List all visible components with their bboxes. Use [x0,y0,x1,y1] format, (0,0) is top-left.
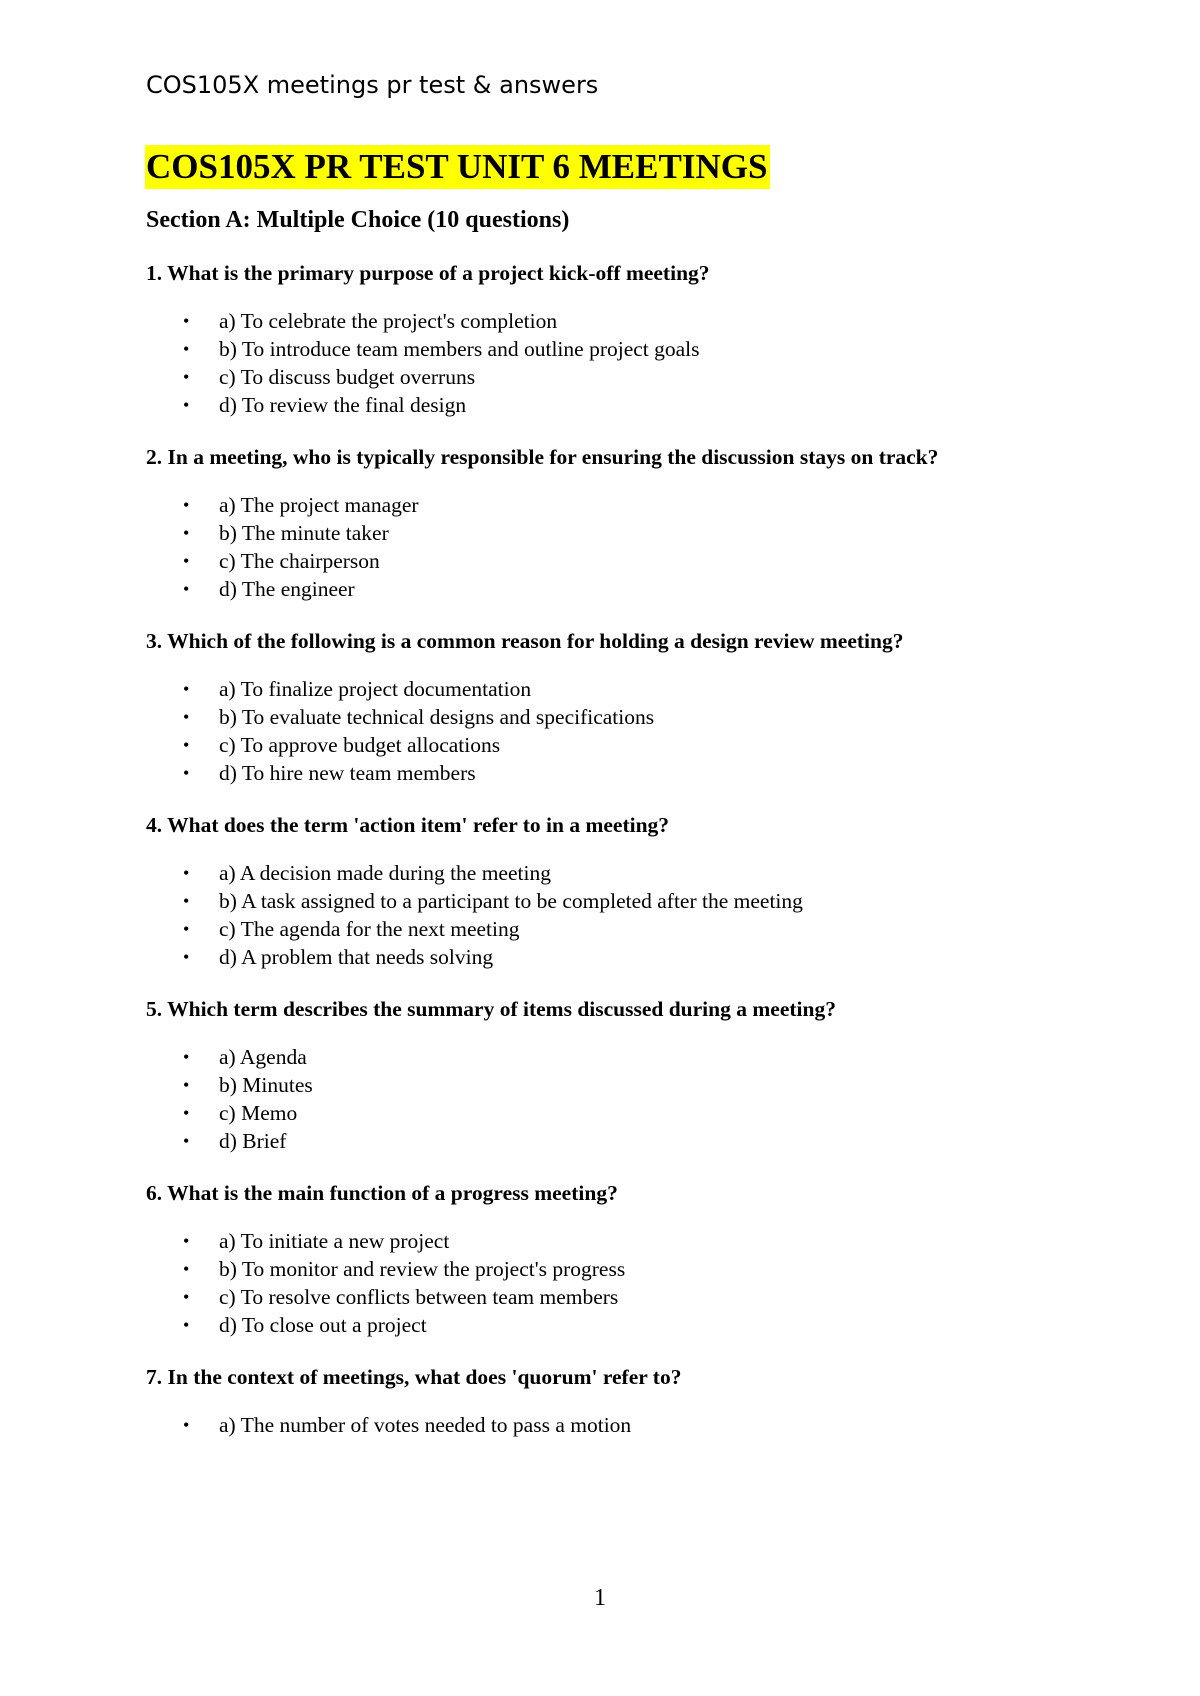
question-block [146,1179,1106,1339]
bullet-icon: • [183,947,190,967]
question-block [146,995,1106,1155]
bullet-icon: • [183,1047,190,1067]
question-text: 4. What does the term 'action item' refer to in a meeting? [146,813,670,837]
answer-option-text: b) To evaluate technical designs and specifications [219,705,655,729]
answer-option [146,943,1106,971]
answer-option-text: a) A decision made during the meeting [219,861,551,885]
answer-option [146,1411,1106,1439]
bullet-icon: • [183,311,190,331]
answer-option-text: d) Brief [219,1129,287,1153]
question-text: 5. Which term describes the summary of items discussed during a meeting? [146,997,836,1021]
question-text: 7. In the context of meetings, what does 'quorum' refer to? [146,1365,682,1389]
answer-option [146,703,1106,731]
answer-option-text: a) To finalize project documentation [219,677,532,701]
question-block [146,443,1106,603]
answer-option-text: c) The agenda for the next meeting [219,917,520,941]
bullet-icon: • [183,1131,190,1151]
answer-option [146,1099,1106,1127]
running-header: COS105X meetings pr test & answers [146,71,599,99]
answer-option-text: c) To discuss budget overruns [219,365,476,389]
page-number: 1 [594,1585,606,1611]
answer-option [146,335,1106,363]
answer-options [146,1043,1106,1155]
answer-option-text: b) The minute taker [219,521,389,545]
answer-option-text: b) To monitor and review the project's progress [219,1257,626,1281]
answer-option-text: d) To hire new team members [219,761,476,785]
answer-option [146,575,1106,603]
answer-option-text: c) Memo [219,1101,298,1125]
bullet-icon: • [183,367,190,387]
bullet-icon: • [183,679,190,699]
answer-option [146,887,1106,915]
question-text: 3. Which of the following is a common reason for holding a design review meeting? [146,629,904,653]
bullet-icon: • [183,891,190,911]
answer-option [146,1227,1106,1255]
answer-option-text: a) To celebrate the project's completion [219,309,558,333]
answer-option [146,1043,1106,1071]
question-text: 2. In a meeting, who is typically responsible for ensuring the discussion stays on track? [146,445,939,469]
answer-option-text: c) To resolve conflicts between team members [219,1285,619,1309]
answer-option-text: d) The engineer [219,577,355,601]
answer-option [146,547,1106,575]
bullet-icon: • [183,763,190,783]
bullet-icon: • [183,495,190,515]
answer-option [146,1283,1106,1311]
bullet-icon: • [183,1075,190,1095]
answer-option [146,859,1106,887]
bullet-icon: • [183,523,190,543]
answer-option [146,307,1106,335]
bullet-icon: • [183,1287,190,1307]
answer-option-text: d) To close out a project [219,1313,427,1337]
document-title: COS105X PR TEST UNIT 6 MEETINGS [145,145,770,189]
answer-option [146,1311,1106,1339]
answer-option-text: c) The chairperson [219,549,380,573]
answer-option-text: a) The project manager [219,493,419,517]
answer-options [146,859,1106,971]
answer-option-text: d) A problem that needs solving [219,945,494,969]
answer-option [146,391,1106,419]
answer-options [146,307,1106,419]
answer-option [146,491,1106,519]
bullet-icon: • [183,1231,190,1251]
answer-option-text: a) Agenda [219,1045,307,1069]
bullet-icon: • [183,579,190,599]
answer-option [146,1071,1106,1099]
answer-option-text: b) A task assigned to a participant to be completed after the meeting [219,889,803,913]
bullet-icon: • [183,707,190,727]
bullet-icon: • [183,863,190,883]
question-block [146,627,1106,787]
answer-option [146,519,1106,547]
answer-option [146,759,1106,787]
answer-option [146,363,1106,391]
answer-options [146,1227,1106,1339]
bullet-icon: • [183,551,190,571]
bullet-icon: • [183,735,190,755]
answer-options [146,1411,1106,1439]
answer-option-text: c) To approve budget allocations [219,733,501,757]
question-text: 6. What is the main function of a progress meeting? [146,1181,618,1205]
section-heading: Section A: Multiple Choice (10 questions) [146,207,570,233]
answer-option [146,1127,1106,1155]
question-text: 1. What is the primary purpose of a project kick-off meeting? [146,261,710,285]
bullet-icon: • [183,339,190,359]
answer-option-text: b) Minutes [219,1073,313,1097]
bullet-icon: • [183,919,190,939]
question-block [146,811,1106,971]
answer-option [146,1255,1106,1283]
bullet-icon: • [183,1103,190,1123]
question-list [146,259,1106,1439]
answer-option-text: d) To review the final design [219,393,467,417]
answer-options [146,675,1106,787]
answer-option [146,915,1106,943]
answer-option-text: b) To introduce team members and outline project goals [219,337,700,361]
answer-option-text: a) To initiate a new project [219,1229,450,1253]
question-block [146,1363,1106,1439]
bullet-icon: • [183,395,190,415]
answer-option [146,731,1106,759]
answer-option-text: a) The number of votes needed to pass a motion [219,1413,632,1437]
answer-option [146,675,1106,703]
bullet-icon: • [183,1315,190,1335]
answer-options [146,491,1106,603]
document-body [146,145,1106,1439]
question-block [146,259,1106,419]
bullet-icon: • [183,1415,190,1435]
bullet-icon: • [183,1259,190,1279]
